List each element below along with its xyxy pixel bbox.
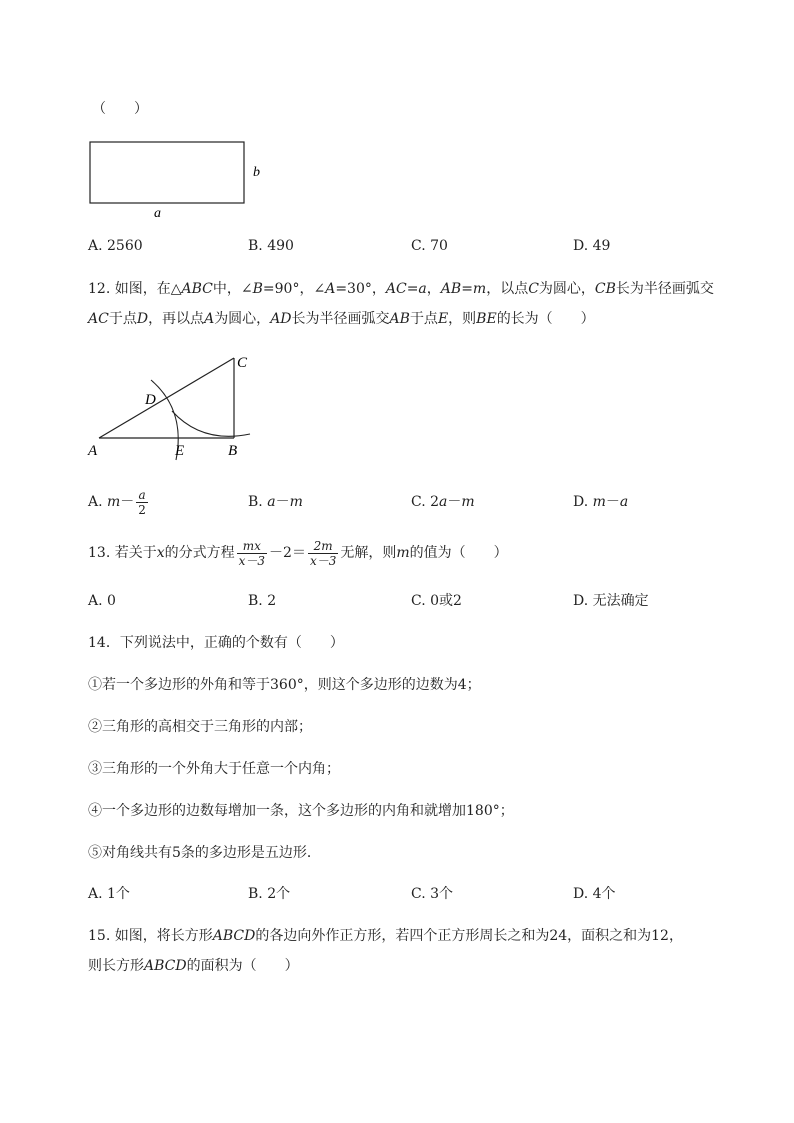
- q12-triangle-figure: [80, 348, 270, 463]
- q11-rectangle-figure: [80, 130, 280, 225]
- q12-stem-line2: AC于点D，再以点A为圆心，AD长为半径画弧交AB于点E，则BE的长为（ ）: [88, 311, 595, 327]
- q13-option-b: B. 2: [248, 593, 277, 609]
- q14-statement-3: ③三角形的一个外角大于任意一个内角；: [88, 761, 340, 777]
- q14-stem: 14．下列说法中，正确的个数有（ ）: [88, 635, 344, 651]
- q12-label-d: D: [145, 392, 156, 408]
- q13-option-d: D. 无法确定: [573, 593, 649, 609]
- q12-option-c: C. 2a－m: [411, 494, 475, 510]
- q15-stem-line1: 15. 如图，将长方形ABCD的各边向外作正方形，若四个正方形周长之和为24，面积之和为12，: [88, 928, 683, 944]
- q12-label-a: A: [88, 443, 98, 459]
- q13-option-a: A. 0: [88, 593, 116, 609]
- q14-statement-4: ④一个多边形的边数每增加一条，这个多边形的内角和就增加180°；: [88, 803, 514, 819]
- q12-stem-line1: 12. 如图，在△ABC中，∠B=90°，∠A=30°，AC=a，AB=m，以点C为圆心，CB长为半径画弧交: [88, 281, 714, 297]
- q13-stem: 13. 若关于x的分式方程 $\frac{mx}{x-3}$ －2＝ $\frac{2m}{x-3}$ 无解，则m的值为（ ）: [88, 538, 508, 568]
- q11-option-d: D. 49: [573, 238, 611, 254]
- q14-option-c: C. 3个: [411, 886, 454, 902]
- q11-rectangle: [90, 142, 244, 203]
- q14-option-a: A. 1个: [88, 886, 130, 902]
- q11-option-b-text: 490: [267, 238, 294, 254]
- q11-option-c: C. 70: [411, 238, 448, 254]
- q11-option-a-text: 2560: [107, 238, 143, 254]
- q14-statement-5: ⑤对角线共有5条的多边形是五边形．: [88, 845, 321, 861]
- q11-option-c-text: 70: [430, 238, 448, 254]
- q14-option-d: D. 4个: [573, 886, 616, 902]
- q12-label-c: C: [237, 355, 248, 371]
- q14-option-b: B. 2个: [248, 886, 291, 902]
- q11-label-a: a: [154, 206, 161, 221]
- q11-option-d-text: 49: [592, 238, 611, 254]
- q12-label-e: E: [175, 443, 185, 459]
- q12-option-b: B. a－m: [248, 494, 303, 510]
- q14-statement-2: ②三角形的高相交于三角形的内部；: [88, 719, 312, 735]
- q11-option-a: A. 2560: [88, 238, 143, 254]
- q11-option-b: B. 490: [248, 238, 294, 254]
- q14-statement-1: ①若一个多边形的外角和等于360°，则这个多边形的边数为4；: [88, 677, 481, 693]
- q11-blank: （ ）: [92, 101, 148, 117]
- q12-option-d: D. m－a: [573, 494, 629, 510]
- q13-fraction-right: $\frac{2m}{x-3}$: [309, 538, 337, 568]
- q15-stem-line2: 则长方形ABCD的面积为（ ）: [88, 958, 299, 974]
- q13-fraction-left: $\frac{mx}{x-3}$: [238, 538, 266, 568]
- q13-option-c: C. 0或2: [411, 593, 462, 609]
- q11-label-b: b: [253, 165, 260, 180]
- q12-option-a-fraction: $\frac{a}{2}$: [138, 487, 146, 517]
- q12-label-b: B: [228, 443, 238, 459]
- q12-option-a: A. m－ $\frac{a}{2}$: [88, 487, 146, 517]
- q12-arc-center-c: [172, 411, 250, 436]
